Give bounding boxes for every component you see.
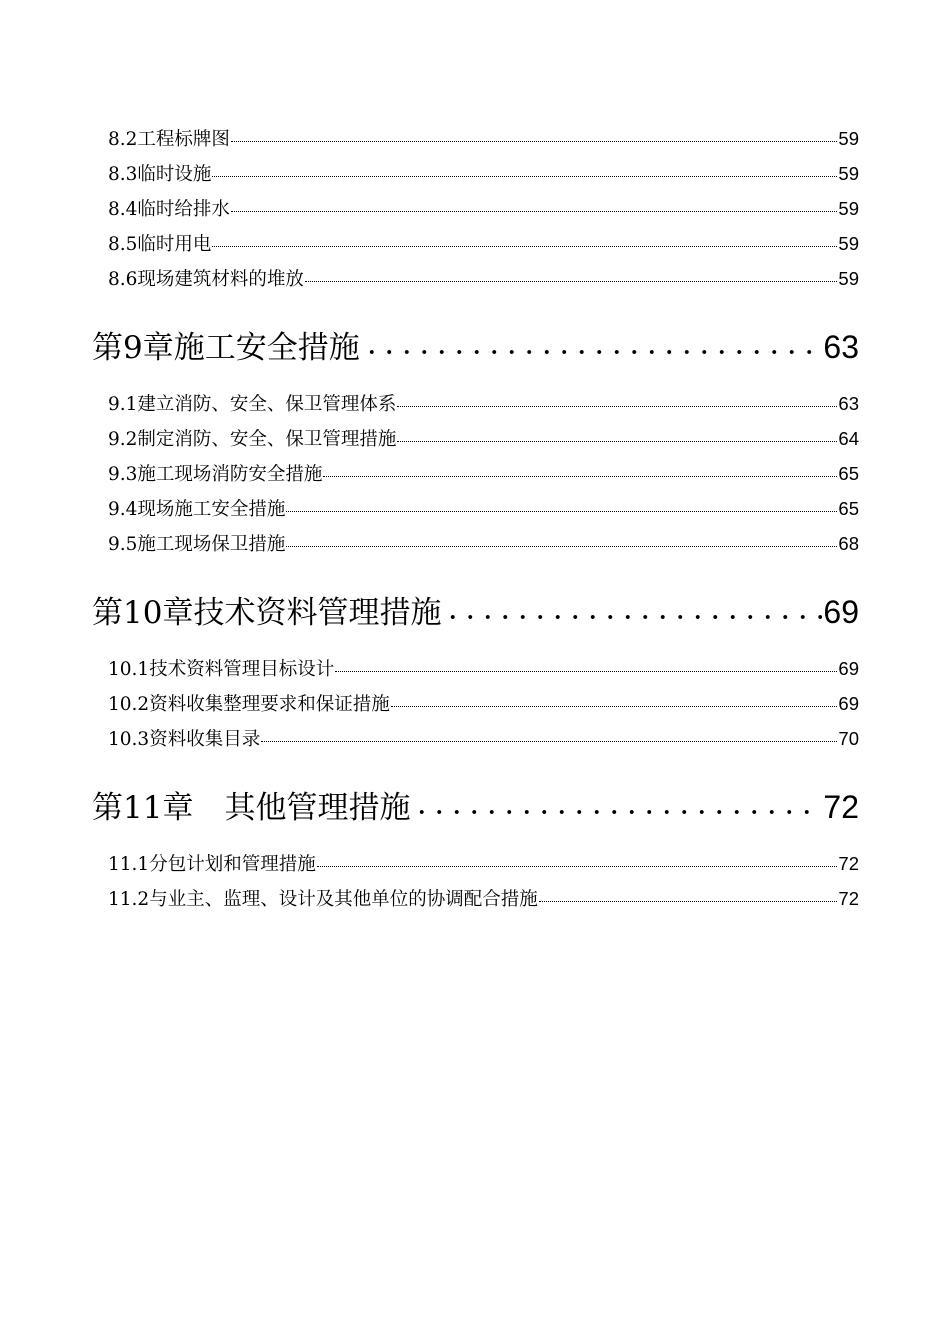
toc-chapter-title: 第9章施工安全措施	[92, 330, 360, 366]
toc-entry-title: 8.3临时设施	[108, 164, 212, 185]
toc-entry-title: 10.1技术资料管理目标设计	[108, 659, 335, 680]
toc-entry-page: 59	[838, 128, 859, 149]
toc-entry-page: 72	[838, 888, 859, 909]
dot-leader	[411, 809, 822, 815]
dot-leader	[323, 476, 837, 477]
toc-entry-page: 69	[838, 693, 859, 714]
toc-entry-page: 68	[838, 533, 859, 554]
dot-leader	[442, 614, 822, 620]
toc-entry-title: 11.1分包计划和管理措施	[108, 854, 316, 875]
toc-entry-title: 10.2资料收集整理要求和保证措施	[108, 694, 390, 715]
dot-leader	[231, 211, 838, 212]
dot-leader	[317, 866, 838, 867]
toc-entry-9-5[interactable]	[108, 530, 859, 560]
toc-entry-title: 8.2工程标牌图	[108, 129, 230, 150]
toc-entry-page: 65	[838, 463, 859, 484]
dot-leader	[335, 671, 837, 672]
toc-chapter-10[interactable]	[92, 587, 859, 631]
toc-chapter-11[interactable]	[92, 782, 859, 826]
toc-chapter-title: 第10章技术资料管理措施	[92, 595, 442, 631]
toc-entry-10-2[interactable]	[108, 690, 859, 720]
dot-leader	[391, 706, 838, 707]
dot-leader	[286, 511, 837, 512]
toc-entry-9-2[interactable]	[108, 425, 859, 455]
dot-leader	[305, 281, 837, 282]
toc-entry-page: 59	[838, 163, 859, 184]
dot-leader	[361, 349, 823, 355]
toc-entry-page: 63	[838, 393, 859, 414]
toc-chapter-9[interactable]	[92, 322, 859, 366]
toc-chapter-title: 第11章 其他管理措施	[92, 790, 411, 826]
toc-entry-page: 64	[838, 428, 859, 449]
dot-leader	[397, 441, 837, 442]
dot-leader	[261, 741, 837, 742]
toc-entry-page: 59	[838, 268, 859, 289]
toc-entry-11-2[interactable]	[108, 885, 859, 915]
toc-entry-8-5[interactable]	[108, 230, 859, 260]
toc-entry-10-3[interactable]	[108, 725, 859, 755]
toc-entry-title: 11.2与业主、监理、设计及其他单位的协调配合措施	[108, 889, 538, 910]
toc-entry-8-4[interactable]	[108, 195, 859, 225]
toc-entry-page: 59	[838, 233, 859, 254]
toc-entry-title: 9.5施工现场保卫措施	[108, 534, 286, 555]
toc-entry-page: 65	[838, 498, 859, 519]
toc-chapter-page: 69	[823, 594, 859, 630]
toc-entry-title: 10.3资料收集目录	[108, 729, 261, 750]
toc-chapter-page: 72	[823, 789, 859, 825]
toc-entry-page: 70	[838, 728, 859, 749]
dot-leader	[397, 406, 837, 407]
dot-leader	[286, 546, 837, 547]
toc-entry-10-1[interactable]	[108, 655, 859, 685]
toc-entry-title: 8.4临时给排水	[108, 199, 230, 220]
toc-entry-title: 8.6现场建筑材料的堆放	[108, 269, 304, 290]
toc-entry-page: 72	[838, 853, 859, 874]
toc-entry-page: 59	[838, 198, 859, 219]
toc-entry-title: 9.2制定消防、安全、保卫管理措施	[108, 429, 397, 450]
toc-entry-title: 8.5临时用电	[108, 234, 212, 255]
toc-entry-9-4[interactable]	[108, 495, 859, 525]
toc-entry-title: 9.4现场施工安全措施	[108, 499, 286, 520]
toc-entry-page: 69	[838, 658, 859, 679]
toc-entry-9-3[interactable]	[108, 460, 859, 490]
dot-leader	[212, 176, 837, 177]
dot-leader	[539, 901, 838, 902]
toc-entry-title: 9.3施工现场消防安全措施	[108, 464, 323, 485]
dot-leader	[212, 246, 837, 247]
dot-leader	[231, 141, 838, 142]
toc-entry-8-6[interactable]	[108, 265, 859, 295]
toc-entry-11-1[interactable]	[108, 850, 859, 880]
toc-chapter-page: 63	[823, 329, 859, 365]
toc-entry-title: 9.1建立消防、安全、保卫管理体系	[108, 394, 397, 415]
toc-entry-8-2[interactable]	[108, 125, 859, 155]
toc-entry-9-1[interactable]	[108, 390, 859, 420]
toc-entry-8-3[interactable]	[108, 160, 859, 190]
